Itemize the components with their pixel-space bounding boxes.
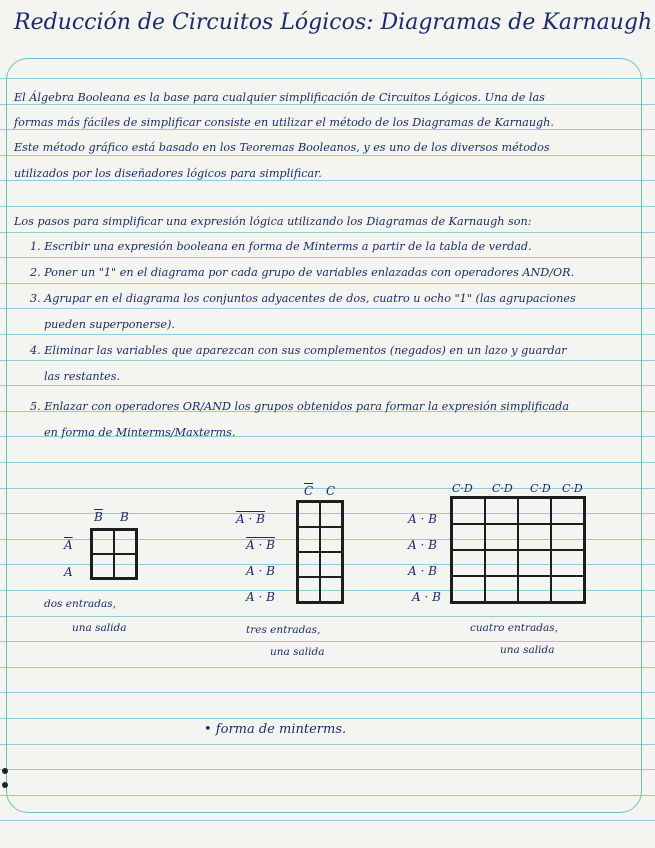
page-title: Reducción de Circuitos Lógicos: Diagramas de Karnaugh xyxy=(14,10,653,35)
kmap4-cell xyxy=(485,550,518,576)
kmap4-cell xyxy=(485,498,518,524)
kmap4-col-header-1: C·D xyxy=(452,482,473,495)
kmap4-cell xyxy=(452,550,485,576)
step-3-cont: pueden superponerse). xyxy=(44,318,175,331)
step-5: 5. Enlazar con operadores OR/AND los grupos obtenidos para formar la expresión simplificada xyxy=(30,400,570,413)
binder-hole-mark xyxy=(2,768,8,774)
kmap2-col-header-not-b: $\overline{B}$ xyxy=(94,510,103,524)
kmap3-row-header-4: A · B xyxy=(246,590,275,604)
kmap3-cell xyxy=(320,577,342,602)
kmap4-cell xyxy=(452,524,485,550)
kmap4-cell xyxy=(452,498,485,524)
step-4-cont: las restantes. xyxy=(44,370,121,383)
kmap4-col-header-3: C·D xyxy=(530,482,551,495)
kmap3-cell xyxy=(298,527,320,552)
kmap2-cell xyxy=(114,530,136,554)
kmap4-grid xyxy=(450,496,586,604)
kmap3-caption-2: una salida xyxy=(270,646,325,658)
kmap3-cell xyxy=(298,552,320,577)
steps-heading: Los pasos para simplificar una expresión lógica utilizando los Diagramas de Karnaugh son: xyxy=(14,215,532,228)
intro-line-2: formas más fáciles de simplificar consiste en utilizar el método de los Diagramas de Karnaugh. xyxy=(14,116,554,129)
kmap2-cell xyxy=(114,554,136,578)
kmap4-row-header-1: A · B xyxy=(408,512,437,526)
kmap4-cell xyxy=(551,550,584,576)
kmap4-cell xyxy=(551,498,584,524)
kmap3-cell xyxy=(298,577,320,602)
intro-line-1: El Álgebra Booleana es la base para cualquier simplificación de Circuitos Lógicos. Una de las xyxy=(14,91,545,104)
kmap3-caption-1: tres entradas, xyxy=(246,624,321,636)
kmap3-cell xyxy=(320,527,342,552)
kmap2-cell xyxy=(92,530,114,554)
kmap2-grid xyxy=(90,528,138,580)
kmap3-col-header-not-c: $\overline{C}$ xyxy=(304,484,314,498)
kmap4-cell xyxy=(551,576,584,602)
kmap3-row-header-1: A · B xyxy=(236,512,265,526)
ruled-line xyxy=(0,820,655,821)
kmap4-row-header-4: A · B xyxy=(412,590,441,604)
kmap4-cell xyxy=(518,498,551,524)
kmap4-cell xyxy=(452,576,485,602)
step-5-cont: en forma de Minterms/Maxterms. xyxy=(44,426,236,439)
footer-note: • forma de minterms. xyxy=(204,722,347,737)
kmap4-cell xyxy=(551,524,584,550)
step-2: 2. Poner un "1" en el diagrama por cada grupo de variables enlazadas con operadores AND/OR. xyxy=(30,266,575,279)
kmap4-cell xyxy=(518,524,551,550)
intro-line-3: Este método gráfico está basado en los Teoremas Booleanos, y es uno de los diversos métodos xyxy=(14,141,550,154)
kmap3-cell xyxy=(320,552,342,577)
step-3: 3. Agrupar en el diagrama los conjuntos adyacentes de dos, cuatro u ocho "1" (las agrupaciones xyxy=(30,292,576,305)
kmap2-cell xyxy=(92,554,114,578)
kmap4-cell xyxy=(485,524,518,550)
binder-hole-mark xyxy=(2,782,8,788)
kmap4-caption-1: cuatro entradas, xyxy=(470,622,558,634)
kmap3-row-header-2: A · B xyxy=(246,538,275,552)
kmap4-cell xyxy=(518,576,551,602)
kmap2-row-header-a: A xyxy=(64,565,73,579)
intro-line-4: utilizados por los diseñadores lógicos para simplificar. xyxy=(14,167,322,180)
kmap2-caption-2: una salida xyxy=(72,622,127,634)
kmap3-col-header-c: C xyxy=(326,484,336,498)
kmap2-col-header-b: B xyxy=(120,510,129,524)
kmap2-caption-1: dos entradas, xyxy=(44,598,116,610)
kmap4-row-header-2: A · B xyxy=(408,538,437,552)
step-4: 4. Eliminar las variables que aparezcan con sus complementos (negados) en un lazo y guardar xyxy=(30,344,567,357)
kmap3-cell xyxy=(320,502,342,527)
kmap4-cell xyxy=(485,576,518,602)
kmap4-row-header-3: A · B xyxy=(408,564,437,578)
kmap3-cell xyxy=(298,502,320,527)
kmap4-caption-2: una salida xyxy=(500,644,555,656)
kmap4-col-header-2: C·D xyxy=(492,482,513,495)
kmap4-cell xyxy=(518,550,551,576)
kmap4-col-header-4: C·D xyxy=(562,482,583,495)
step-1: 1. Escribir una expresión booleana en forma de Minterms a partir de la tabla de verdad. xyxy=(30,240,532,253)
kmap2-row-header-not-a: $\overline{A}$ xyxy=(64,538,73,552)
kmap3-grid xyxy=(296,500,344,604)
kmap3-row-header-3: A · B xyxy=(246,564,275,578)
